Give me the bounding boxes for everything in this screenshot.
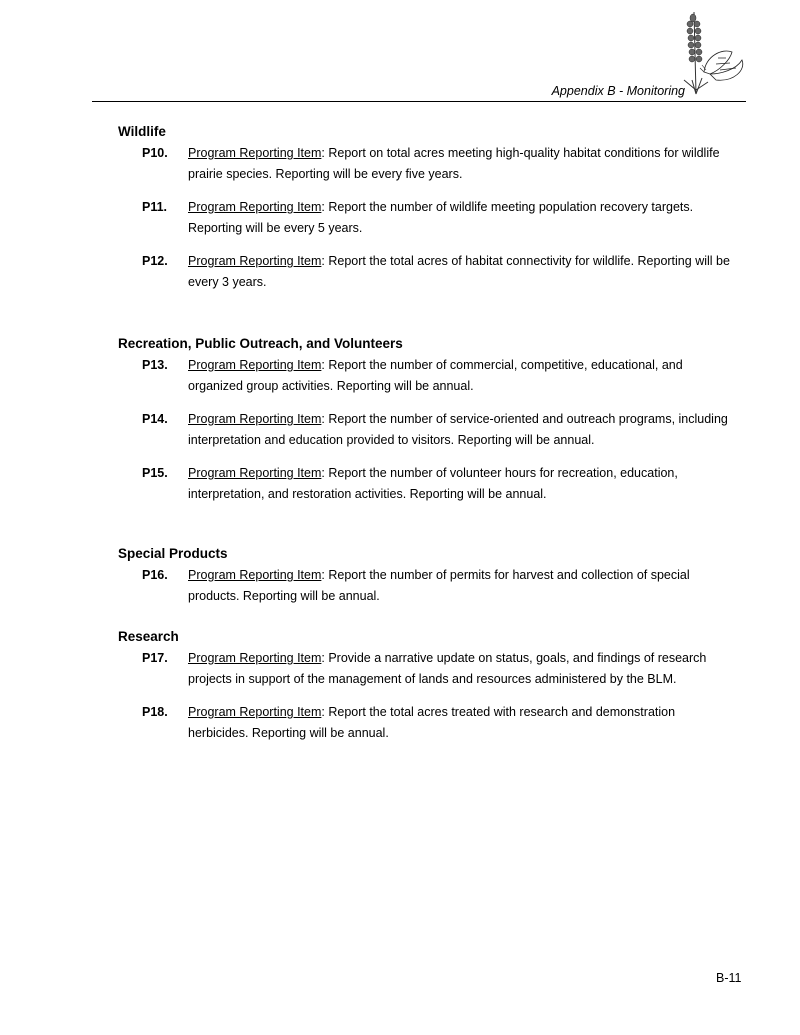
item-label: Program Reporting Item bbox=[188, 146, 322, 160]
item-label: Program Reporting Item bbox=[188, 705, 322, 719]
list-item bbox=[118, 143, 738, 184]
list-item bbox=[118, 197, 738, 238]
item-label: Program Reporting Item bbox=[188, 466, 322, 480]
section-recreation bbox=[118, 335, 738, 504]
item-number: P17. bbox=[142, 651, 168, 665]
item-text bbox=[188, 702, 738, 743]
list-item bbox=[118, 702, 738, 743]
item-description: : Report the number of commercial, competitive, educational, and organized group activities. Reporting will be annual. bbox=[188, 358, 683, 393]
list-item bbox=[118, 463, 738, 504]
section-title: Recreation, Public Outreach, and Volunteers bbox=[118, 336, 403, 351]
section-special-products bbox=[118, 545, 738, 606]
item-description: : Report the total acres of habitat connectivity for wildlife. Reporting will be every 3 years. bbox=[188, 254, 730, 289]
item-label: Program Reporting Item bbox=[188, 568, 322, 582]
item-description: : Report the number of wildlife meeting population recovery targets. Reporting will be every 5 years. bbox=[188, 200, 694, 235]
item-label: Program Reporting Item bbox=[188, 651, 322, 665]
item-description: : Provide a narrative update on status, goals, and findings of research projects in support of the management of lands and resources administered by the BLM. bbox=[188, 651, 707, 686]
item-label: Program Reporting Item bbox=[188, 358, 322, 372]
running-head: Appendix B - Monitoring bbox=[551, 84, 685, 98]
section-title: Wildlife bbox=[118, 124, 166, 139]
item-text bbox=[188, 355, 738, 396]
item-text bbox=[188, 197, 738, 238]
item-number: P12. bbox=[142, 254, 168, 268]
item-number: P14. bbox=[142, 412, 168, 426]
item-number: P16. bbox=[142, 568, 168, 582]
item-text bbox=[188, 463, 738, 504]
item-text bbox=[188, 143, 738, 184]
item-description: : Report the number of volunteer hours for recreation, education, interpretation, and restoration activities. Reporting will be annual. bbox=[188, 466, 678, 501]
section-title: Research bbox=[118, 629, 179, 644]
list-item bbox=[118, 409, 738, 450]
item-text bbox=[188, 409, 738, 450]
item-number: P10. bbox=[142, 146, 168, 160]
item-description: : Report on total acres meeting high-quality habitat conditions for wildlife prairie species. Reporting will be every five years. bbox=[188, 146, 720, 181]
item-text bbox=[188, 648, 738, 689]
list-item bbox=[118, 355, 738, 396]
document-body bbox=[118, 123, 738, 756]
wildflower-and-butterfly-icon bbox=[680, 8, 748, 96]
item-text bbox=[188, 251, 738, 292]
item-number: P15. bbox=[142, 466, 168, 480]
item-description: : Report the total acres treated with research and demonstration herbicides. Reporting will be annual. bbox=[188, 705, 676, 740]
list-item bbox=[118, 565, 738, 606]
list-item bbox=[118, 648, 738, 689]
list-item bbox=[118, 251, 738, 292]
section-research bbox=[118, 628, 738, 743]
item-number: P13. bbox=[142, 358, 168, 372]
item-label: Program Reporting Item bbox=[188, 254, 322, 268]
item-number: P18. bbox=[142, 705, 168, 719]
item-label: Program Reporting Item bbox=[188, 200, 322, 214]
item-text bbox=[188, 565, 738, 606]
item-label: Program Reporting Item bbox=[188, 412, 322, 426]
section-wildlife bbox=[118, 123, 738, 292]
item-description: : Report the number of service-oriented and outreach programs, including interpretation and education provided to visitors. Reporting will be annual. bbox=[188, 412, 728, 447]
header-rule bbox=[92, 101, 746, 102]
item-description: : Report the number of permits for harvest and collection of special products. Reporting will be annual. bbox=[188, 568, 690, 603]
item-number: P11. bbox=[142, 200, 168, 214]
section-title: Special Products bbox=[118, 546, 228, 561]
page-number: B-11 bbox=[716, 971, 742, 985]
